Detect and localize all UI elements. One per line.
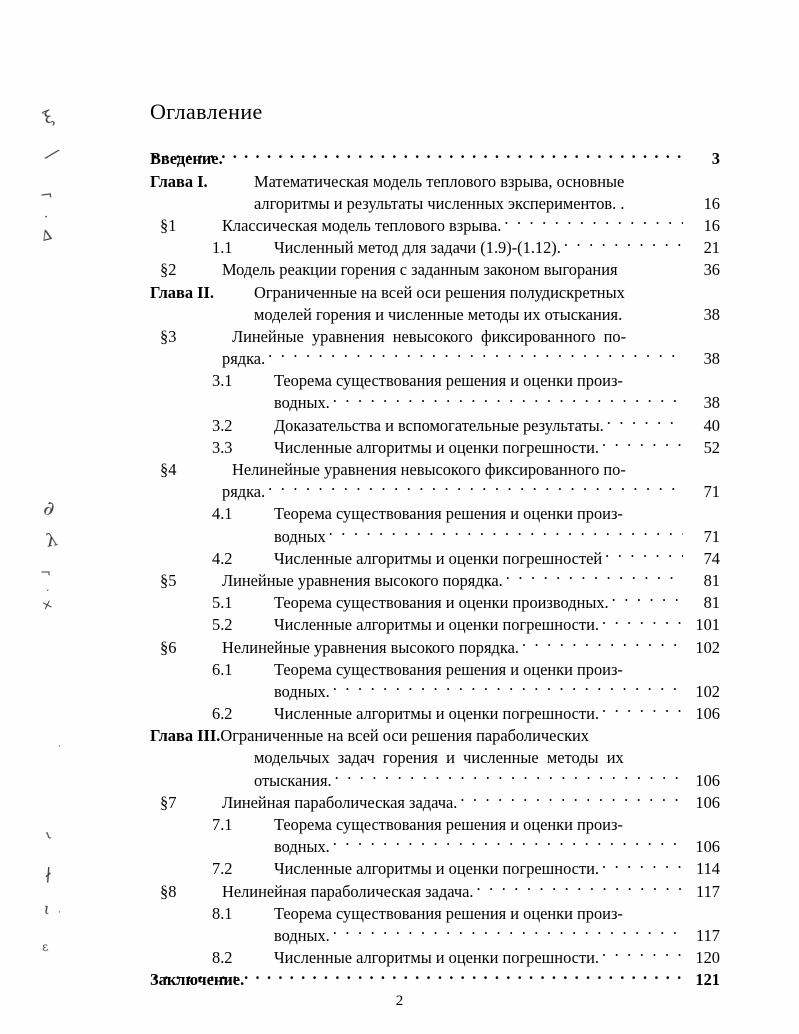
- scan-artifact-mark: ι: [42, 899, 52, 919]
- toc-entry-page: 120: [695, 948, 720, 968]
- toc-entry-label: 8.1: [212, 903, 233, 923]
- toc-leader-dots: [592, 725, 683, 741]
- toc-entry-label: §2: [160, 260, 177, 280]
- toc-entry[interactable]: [150, 481, 720, 503]
- toc-entry-page: 74: [703, 548, 720, 568]
- toc-entry[interactable]: [150, 947, 720, 969]
- toc-leader-dots: [522, 636, 683, 652]
- toc-entry-label: 5.1: [212, 593, 233, 613]
- toc-entry-label: §7: [160, 792, 177, 812]
- toc-leader-dots: [268, 481, 683, 497]
- toc-entry-page: 52: [703, 437, 720, 457]
- toc-entry-label: Глава III.: [150, 726, 221, 746]
- toc-entry-text: Линейные уравнения невысокого фиксированного по-: [232, 326, 627, 346]
- toc-entry-text: Нелинейные уравнения высокого порядка.: [222, 637, 519, 657]
- toc-leader-dots: [333, 681, 683, 697]
- toc-entry[interactable]: [150, 902, 720, 924]
- toc-entry-label: 1.1: [212, 238, 233, 258]
- toc-leader-dots: [627, 170, 683, 186]
- toc-entry-text: Линейные уравнения высокого порядка.: [222, 570, 503, 590]
- toc-leader-dots: [602, 947, 683, 963]
- scan-artifact-mark: ⁄: [45, 144, 59, 166]
- toc-entry-page: 117: [696, 925, 720, 945]
- toc-entry[interactable]: [150, 370, 720, 392]
- toc-entry-text: Модель реакции горения с заданным законом выгорания: [222, 260, 618, 280]
- toc-entry-label: 4.2: [212, 548, 233, 568]
- toc-entry-label: 8.2: [212, 948, 233, 968]
- toc-entry-label: 7.2: [212, 859, 233, 879]
- scan-artifact-mark: ∂: [41, 495, 58, 521]
- toc-leader-dots: [153, 969, 683, 985]
- toc-entry-label: 6.1: [212, 659, 233, 679]
- toc-entry[interactable]: [150, 525, 720, 547]
- toc-leader-dots: [629, 326, 683, 342]
- toc-entry-text: Численные алгоритмы и оценки погрешности.: [274, 615, 599, 635]
- page-folio: 2: [395, 993, 404, 1009]
- toc-entry-text: Линейная параболическая задача.: [222, 792, 458, 812]
- toc-leader-dots: [333, 925, 683, 941]
- toc-entry-label: 4.1: [212, 504, 233, 524]
- toc-entry-label: 5.2: [212, 615, 233, 635]
- toc-leader-dots: [333, 836, 683, 852]
- toc-entry-label: 6.2: [212, 704, 233, 724]
- toc-leader-dots: [506, 570, 683, 586]
- toc-entry-label: §5: [160, 570, 177, 590]
- toc-entry-text: Теорема существования решения и оценки произ-: [274, 659, 623, 679]
- toc-entry[interactable]: [150, 215, 720, 237]
- toc-leader-dots: [626, 658, 683, 674]
- toc-entry-label: Глава II.: [150, 282, 214, 302]
- toc-entry-text: Численные алгоритмы и оценки погрешности.: [274, 437, 599, 457]
- toc-entry-text: Ограниченные на всей оси решения параболических: [220, 726, 589, 746]
- toc-entry-text: алгоритмы и результаты численных экспериментов. .: [254, 193, 625, 213]
- scan-artifact-mark: ∤: [43, 865, 53, 887]
- toc-leader-dots: [626, 503, 683, 519]
- scan-artifact-mark: ξ: [40, 106, 57, 130]
- toc-entry-page: 106: [695, 770, 720, 790]
- page-title: Оглавление: [150, 99, 263, 124]
- toc-entry-text: Теорема существования решения и оценки произ-: [274, 371, 623, 391]
- table-of-contents: [150, 98, 720, 991]
- toc-entry-text: модельчых задач горения и численные методы их: [254, 748, 624, 768]
- toc-entry[interactable]: [150, 725, 720, 747]
- toc-entry-list: [150, 148, 720, 991]
- toc-entry-label: §4: [160, 460, 177, 480]
- toc-entry-text: водных.: [274, 837, 330, 857]
- toc-leader-dots: [605, 547, 683, 563]
- toc-entry-text: Численный метод для задачи (1.9)-(1.12).: [274, 238, 561, 258]
- toc-entry-text: Нелинейная параболическая задача.: [222, 881, 474, 901]
- scan-artifact-mark: ε: [41, 939, 49, 955]
- toc-entry[interactable]: [150, 192, 720, 214]
- toc-entry[interactable]: [150, 681, 720, 703]
- toc-entry-page: 38: [703, 393, 720, 413]
- scan-artifact-mark: ·: [58, 742, 61, 752]
- toc-entry-page: 102: [695, 681, 720, 701]
- toc-leader-dots: [268, 348, 683, 364]
- scan-artifacts-gutter: [0, 0, 140, 1034]
- toc-entry[interactable]: [150, 414, 720, 436]
- toc-leader-dots: [625, 303, 683, 319]
- toc-entry-text: водных.: [274, 393, 330, 413]
- toc-entry-page: 38: [703, 349, 720, 369]
- scan-artifact-mark: ·: [44, 210, 49, 225]
- toc-entry-page: 106: [695, 704, 720, 724]
- toc-entry[interactable]: [150, 281, 720, 303]
- toc-entry-page: 106: [695, 792, 720, 812]
- toc-entry-page: 16: [703, 215, 720, 235]
- toc-leader-dots: [564, 237, 683, 253]
- toc-leader-dots: [629, 459, 683, 475]
- toc-entry-text: водных.: [274, 681, 330, 701]
- toc-entry-page: 36: [703, 260, 720, 280]
- toc-leader-dots: [333, 392, 683, 408]
- toc-entry-page: 106: [695, 837, 720, 857]
- scan-artifact-mark: ¬: [40, 566, 51, 581]
- toc-entry-page: 102: [695, 637, 720, 657]
- toc-entry-text: Численные алгоритмы и оценки погрешности.: [274, 948, 599, 968]
- toc-entry[interactable]: [150, 836, 720, 858]
- toc-entry-text: рядка.: [222, 482, 266, 502]
- toc-entry[interactable]: Заключение. . . . 121: [150, 969, 720, 991]
- toc-entry[interactable]: [150, 925, 720, 947]
- toc-entry-text: Математическая модель теплового взрыва, основные: [254, 171, 625, 191]
- toc-entry-text: Теорема существования решения и оценки произ-: [274, 815, 623, 835]
- toc-leader-dots: [335, 769, 683, 785]
- toc-leader-dots: [626, 814, 683, 830]
- toc-leader-dots: [460, 791, 683, 807]
- toc-leader-dots: [602, 436, 683, 452]
- toc-entry-page: 101: [695, 615, 720, 635]
- toc-leader-dots: [626, 370, 683, 386]
- toc-entry[interactable]: [150, 880, 720, 902]
- toc-leader-dots: [626, 902, 683, 918]
- toc-entry-label: 3.3: [212, 437, 233, 457]
- scan-artifact-mark: ·: [46, 584, 50, 597]
- toc-entry-text: Нелинейные уравнения невысокого фиксированного по-: [232, 460, 626, 480]
- toc-entry-label: 7.1: [212, 815, 233, 835]
- toc-entry-label: §8: [160, 881, 177, 901]
- toc-entry[interactable]: [150, 547, 720, 569]
- toc-entry-text: Теорема существования решения и оценки произ-: [274, 504, 623, 524]
- toc-entry[interactable]: [150, 348, 720, 370]
- toc-entry-page: 117: [696, 881, 720, 901]
- toc-entry[interactable]: [150, 858, 720, 880]
- toc-leader-dots: [602, 614, 683, 630]
- toc-entry-page: 71: [703, 482, 720, 502]
- toc-entry[interactable]: [150, 259, 720, 281]
- toc-entry-label: 3.2: [212, 415, 233, 435]
- toc-entry-text: рядка.: [222, 349, 266, 369]
- scan-artifact-mark: ·: [58, 908, 61, 918]
- toc-entry-text: отыскания.: [254, 770, 332, 790]
- toc-entry[interactable]: [150, 392, 720, 414]
- toc-entry[interactable]: [150, 570, 720, 592]
- toc-entry-text: Теорема существования решения и оценки произ-: [274, 903, 623, 923]
- toc-entry[interactable]: [150, 503, 720, 525]
- toc-entry-page: 21: [703, 238, 720, 258]
- toc-entry-text: Численные алгоритмы и оценки погрешности.: [274, 859, 599, 879]
- toc-entry[interactable]: [150, 636, 720, 658]
- toc-entry[interactable]: [150, 326, 720, 348]
- toc-entry[interactable]: [150, 814, 720, 836]
- toc-leader-dots: [477, 880, 683, 896]
- toc-entry-page: 71: [703, 526, 720, 546]
- toc-entry-page: 38: [703, 304, 720, 324]
- toc-entry-label: Глава I.: [150, 171, 208, 191]
- toc-entry-text: Численные алгоритмы и оценки погрешностей: [274, 548, 603, 568]
- toc-leader-dots: [627, 192, 683, 208]
- toc-entry-page: 40: [703, 415, 720, 435]
- toc-leader-dots: [329, 525, 683, 541]
- toc-entry-page: 81: [703, 570, 720, 590]
- toc-entry[interactable]: [150, 436, 720, 458]
- toc-entry-page: 81: [703, 593, 720, 613]
- toc-leader-dots: [504, 215, 683, 231]
- toc-leader-dots: [602, 703, 683, 719]
- toc-entry[interactable]: [150, 703, 720, 725]
- toc-leader-dots: [612, 592, 683, 608]
- toc-entry[interactable]: [150, 170, 720, 192]
- toc-entry-label: 3.1: [212, 371, 233, 391]
- toc-entry-page: 121: [695, 970, 720, 990]
- toc-entry[interactable]: [150, 769, 720, 791]
- toc-entry[interactable]: [150, 459, 720, 481]
- toc-entry[interactable]: [150, 303, 720, 325]
- toc-entry-text: водных: [274, 526, 326, 546]
- toc-leader-dots: [153, 148, 683, 164]
- toc-entry[interactable]: [150, 614, 720, 636]
- toc-entry-text: Классическая модель теплового взрыва.: [222, 215, 502, 235]
- scan-artifact-mark: ×: [39, 596, 55, 615]
- toc-entry-text: Теорема существования и оценки производных.: [274, 593, 609, 613]
- toc-entry-text: водных.: [274, 925, 330, 945]
- toc-leader-dots: [621, 259, 683, 275]
- scan-artifact-mark: ι: [43, 827, 54, 844]
- toc-entry[interactable]: [150, 791, 720, 813]
- toc-entry-page: 3: [711, 149, 720, 169]
- toc-entry-label: §6: [160, 637, 177, 657]
- scan-artifact-mark: ∆: [40, 227, 54, 245]
- toc-leader-dots: [607, 414, 683, 430]
- toc-entry-text: Численные алгоритмы и оценки погрешности.: [274, 704, 599, 724]
- toc-entry[interactable]: [150, 658, 720, 680]
- toc-entry-label: §1: [160, 215, 177, 235]
- toc-leader-dots: [627, 747, 683, 763]
- toc-entry-text: Доказательства и вспомогательные результаты.: [274, 415, 604, 435]
- toc-entry-text: Ограниченные на всей оси решения полудискретных: [254, 282, 625, 302]
- toc-leader-dots: [602, 858, 683, 874]
- scan-artifact-mark: λ: [44, 529, 60, 552]
- toc-entry-page: 114: [696, 859, 720, 879]
- toc-entry-page: 16: [703, 193, 720, 213]
- toc-entry[interactable]: [150, 237, 720, 259]
- toc-entry-text: моделей горения и численные методы их отыскания.: [254, 304, 623, 324]
- scan-artifact-mark: ¬: [38, 185, 54, 205]
- toc-entry[interactable]: [150, 747, 720, 769]
- toc-leader-dots: [628, 281, 683, 297]
- toc-entry[interactable]: Введение. . . . 3: [150, 148, 720, 170]
- toc-entry[interactable]: [150, 592, 720, 614]
- toc-entry-label: §3: [160, 326, 177, 346]
